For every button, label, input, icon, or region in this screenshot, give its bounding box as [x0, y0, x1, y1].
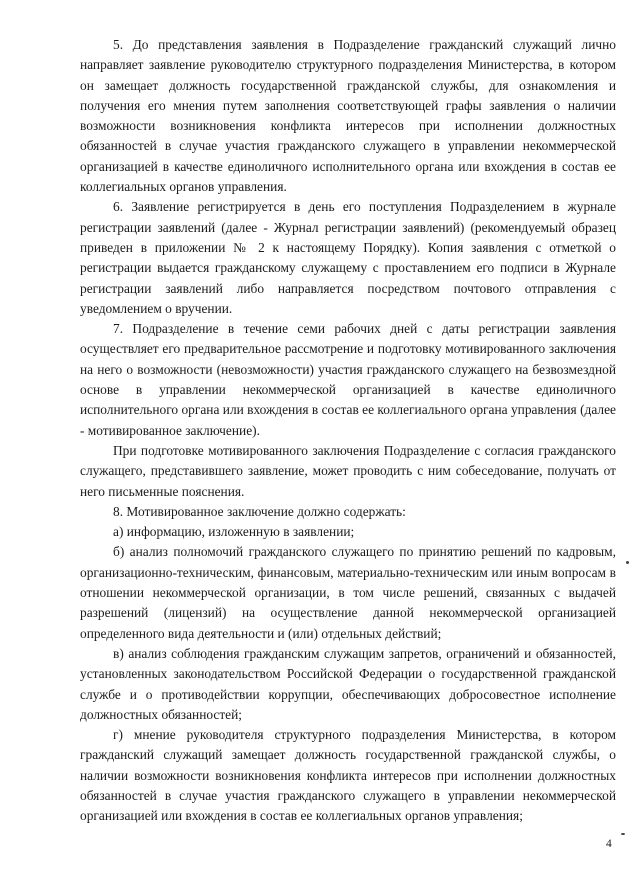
paragraph-8: 8. Мотивированное заключение должно содержать:: [113, 503, 406, 519]
scan-speck: [621, 833, 625, 835]
item-v: в) анализ соблюдения гражданским служащим запретов, ограничений и обязанностей, установленных законодательством Российской Федерации о государственной гражданской службе и о противодействии коррупции, обеспечивающих добросовестное исполнение должностных обязанностей;: [80, 645, 616, 722]
document-body: [80, 35, 616, 827]
item-a: а) информацию, изложенную в заявлении;: [113, 524, 355, 540]
paragraph-7-continued: При подготовке мотивированного заключения Подразделение с согласия гражданского служащего, представившего заявление, может проводить с ним собеседование, получать от него письменные пояснения.: [80, 442, 616, 499]
item-g: г) мнение руководителя структурного подразделения Министерства, в котором гражданский служащий замещает должность государственной гражданской службы, о наличии возможности возникновения конфликта интересов при исполнении должностных обязанностей в случае участия гражданского служащего в управлении некоммерческой организацией или вхождения в состав ее коллегиальных органов управления;: [80, 727, 616, 824]
item-b: б) анализ полномочий гражданского служащего по принятию решений по кадровым, организационно-техническим, финансовым, материально-техническим или иным вопросам в отношении некоммерческой организации, в том числе решений, связанных с выдачей разрешений (лицензий) на осуществление данной некоммерческой организацией определенного вида деятельности и (или) отдельных действий;: [80, 544, 616, 641]
paragraph-7: 7. Подразделение в течение семи рабочих дней с даты регистрации заявления осуществляет его предварительное рассмотрение и подготовку мотивированного заключения на него о возможности (невозможности) участия гражданского служащего на безвозмездной основе в управлении некоммерческой организацией в качестве единоличного исполнительного органа или вхождения в состав ее коллегиального органа управления (далее - мотивированное заключение).: [80, 321, 616, 438]
scan-speck: [626, 561, 629, 564]
paragraph-6: 6. Заявление регистрируется в день его поступления Подразделением в журнале регистрации заявлений (далее - Журнал регистрации заявлений) (рекомендуемый образец приведен в приложении № 2 к настоящему Порядку). Копия заявления с отметкой о регистрации выдается гражданскому служащему с проставлением его подписи в Журнале регистрации заявлений либо направляется посредством почтового отправления с уведомлением о вручении.: [80, 199, 616, 316]
paragraph-5: 5. До представления заявления в Подразделение гражданский служащий лично направляет заявление руководителю структурного подразделения Министерства, в котором он замещает должность государственной гражданской службы, для ознакомления и получения его мнения путем заполнения соответствующей графы заявления о наличии возможности возникновения конфликта интересов при исполнении должностных обязанностей в случае участия гражданского служащего в управлении некоммерческой организацией в качестве единоличного исполнительного органа или вхождения в состав ее коллегиальных органов управления.: [80, 37, 616, 195]
page-number: 4: [606, 838, 612, 850]
